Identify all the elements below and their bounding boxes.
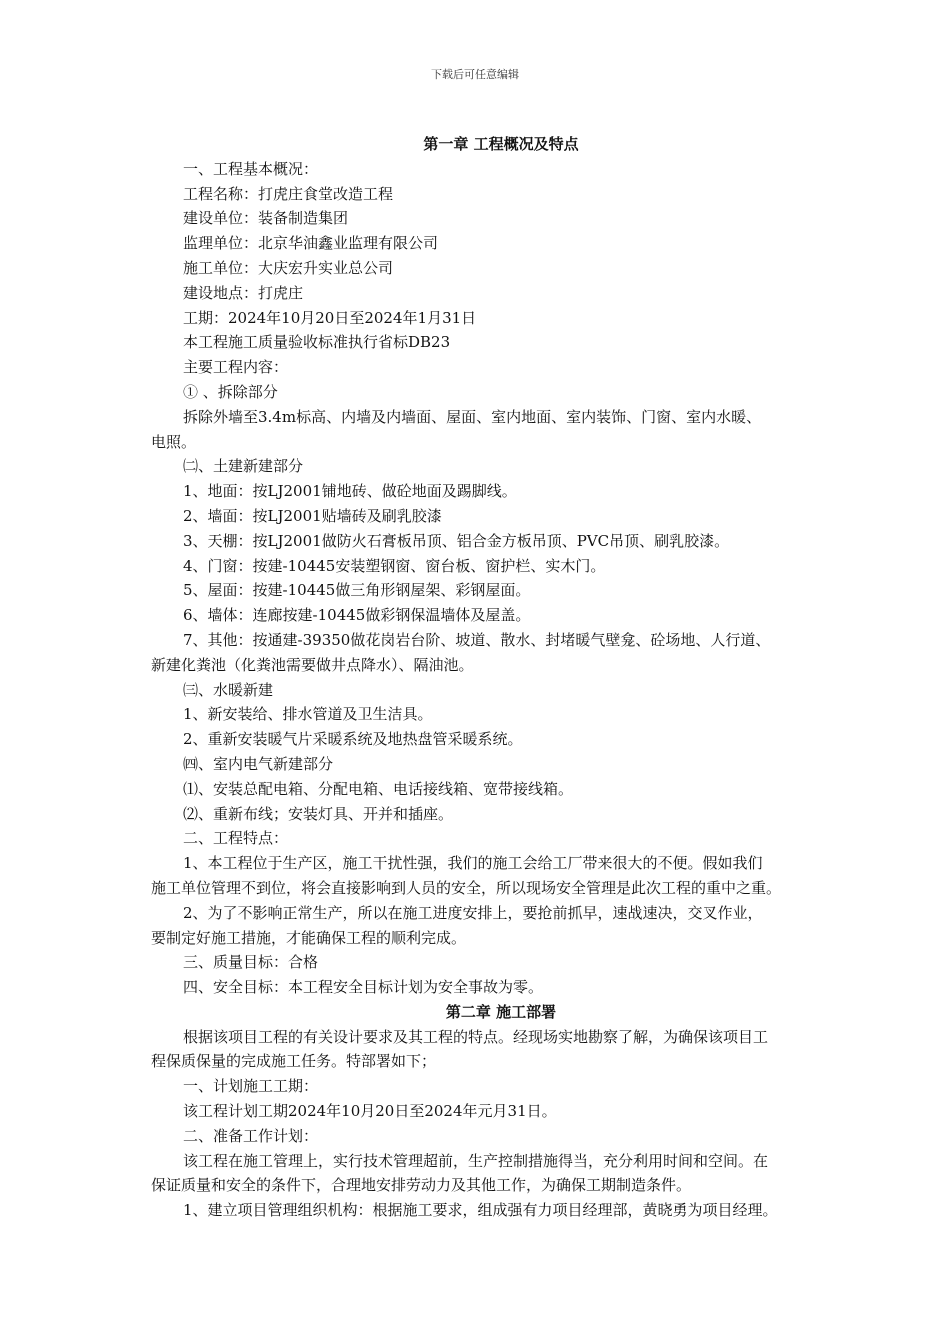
demolition-line2: 电照。 <box>151 432 197 451</box>
section1-title: 一、工程基本概况： <box>183 159 319 178</box>
chapter2-title: 第二章 施工部署 <box>445 1002 557 1021</box>
document-body <box>151 132 851 1223</box>
ch2-intro-line1: 根据该项目工程的有关设计要求及其工程的特点。经现场实地勘察了解，为确保该项目工 <box>183 1027 769 1046</box>
feature2-line1: 2、为了不影响正常生产，所以在施工进度安排上，要抢前抓早，速战速决，交叉作业， <box>183 903 763 922</box>
civil-item-5: 5、屋面：按建-10445做三角形钢屋架、彩钢屋面。 <box>183 581 531 600</box>
civil-title: ㈡、土建新建部分 <box>183 457 304 476</box>
duration: 工期：2024年10月20日至2024年1月31日 <box>183 308 477 327</box>
feature1-line2: 施工单位管理不到位，将会直接影响到人员的安全，所以现场安全管理是此次工程的重中之重。 <box>151 878 782 897</box>
main-content: 主要工程内容： <box>183 358 289 377</box>
feature1-line1: 1、本工程位于生产区，施工干扰性强，我们的施工会给工厂带来很大的不便。假如我们 <box>183 854 763 873</box>
plumbing-title: ㈢、水暖新建 <box>183 680 274 699</box>
civil-item-2: 2、墙面：按LJ2001贴墙砖及刷乳胶漆 <box>183 506 442 525</box>
supervisor: 监理单位：北京华油鑫业监理有限公司 <box>183 234 439 253</box>
prep-item-1: 1、建立项目管理组织机构：根据施工要求，组成强有力项目经理部，黄晓勇为项目经理。 <box>183 1201 778 1220</box>
civil-item-4: 4、门窗：按建-10445安装塑钢窗、窗台板、窗护栏、实木门。 <box>183 556 606 575</box>
demolition-line1: 拆除外墙至3.4m标高、内墙及内墙面、屋面、室内地面、室内装饰、门窗、室内水暖、 <box>183 407 762 426</box>
plumbing-item-2: 2、重新安装暖气片采暖系统及地热盘管采暖系统。 <box>183 730 523 749</box>
location: 建设地点：打虎庄 <box>183 283 304 302</box>
quality-goal: 三、质量目标：合格 <box>183 953 319 972</box>
plan-title: 一、计划施工工期： <box>183 1077 319 1096</box>
contractor: 施工单位：大庆宏升实业总公司 <box>183 258 394 277</box>
prep-title: 二、准备工作计划： <box>183 1126 319 1145</box>
chapter1-title: 第一章 工程概况及特点 <box>423 135 579 153</box>
plan-text: 该工程计划工期2024年10月20日至2024年元月31日。 <box>183 1102 557 1121</box>
owner: 建设单位：装备制造集团 <box>183 209 349 228</box>
electrical-title: ㈣、室内电气新建部分 <box>183 754 334 773</box>
civil-item-1: 1、地面：按LJ2001铺地砖、做砼地面及踢脚线。 <box>183 482 517 501</box>
ch2-intro-line2: 程保质保量的完成施工任务。特部署如下； <box>151 1052 437 1071</box>
header-note: 下载后可任意编辑 <box>431 68 519 81</box>
plumbing-item-1: 1、新安装给、排水管道及卫生洁具。 <box>183 705 433 724</box>
civil-item-7-line2: 新建化粪池（化粪池需要做井点降水）、隔油池。 <box>151 655 474 674</box>
electrical-item-1: ⑴、安装总配电箱、分配电箱、电话接线箱、宽带接线箱。 <box>183 779 574 798</box>
feature2-line2: 要制定好施工措施，才能确保工程的顺利完成。 <box>151 928 467 947</box>
prep-line2: 保证质量和安全的条件下，合理地安排劳动力及其他工作，为确保工期制造条件。 <box>151 1176 692 1195</box>
section2-title: 二、工程特点： <box>183 829 289 848</box>
electrical-item-2: ⑵、重新布线；安装灯具、开并和插座。 <box>183 804 454 823</box>
demolition-title: ① 、拆除部分 <box>183 382 278 401</box>
civil-item-7-line1: 7、其他：按通建-39350做花岗岩台阶、坡道、散水、封堵暖气壁龛、砼场地、人行道、 <box>183 630 771 649</box>
prep-line1: 该工程在施工管理上，实行技术管理超前，生产控制措施得当，充分利用时间和空间。在 <box>183 1151 769 1170</box>
project-name: 工程名称：打虎庄食堂改造工程 <box>183 184 394 203</box>
safety-goal: 四、安全目标：本工程安全目标计划为安全事故为零。 <box>183 978 544 997</box>
civil-item-6: 6、墙体：连廊按建-10445做彩钢保温墙体及屋盖。 <box>183 606 531 625</box>
civil-item-3: 3、天棚：按LJ2001做防火石膏板吊顶、铝合金方板吊顶、PVC吊顶、刷乳胶漆。 <box>183 531 730 550</box>
standard: 本工程施工质量验收标准执行省标DB23 <box>183 333 451 352</box>
